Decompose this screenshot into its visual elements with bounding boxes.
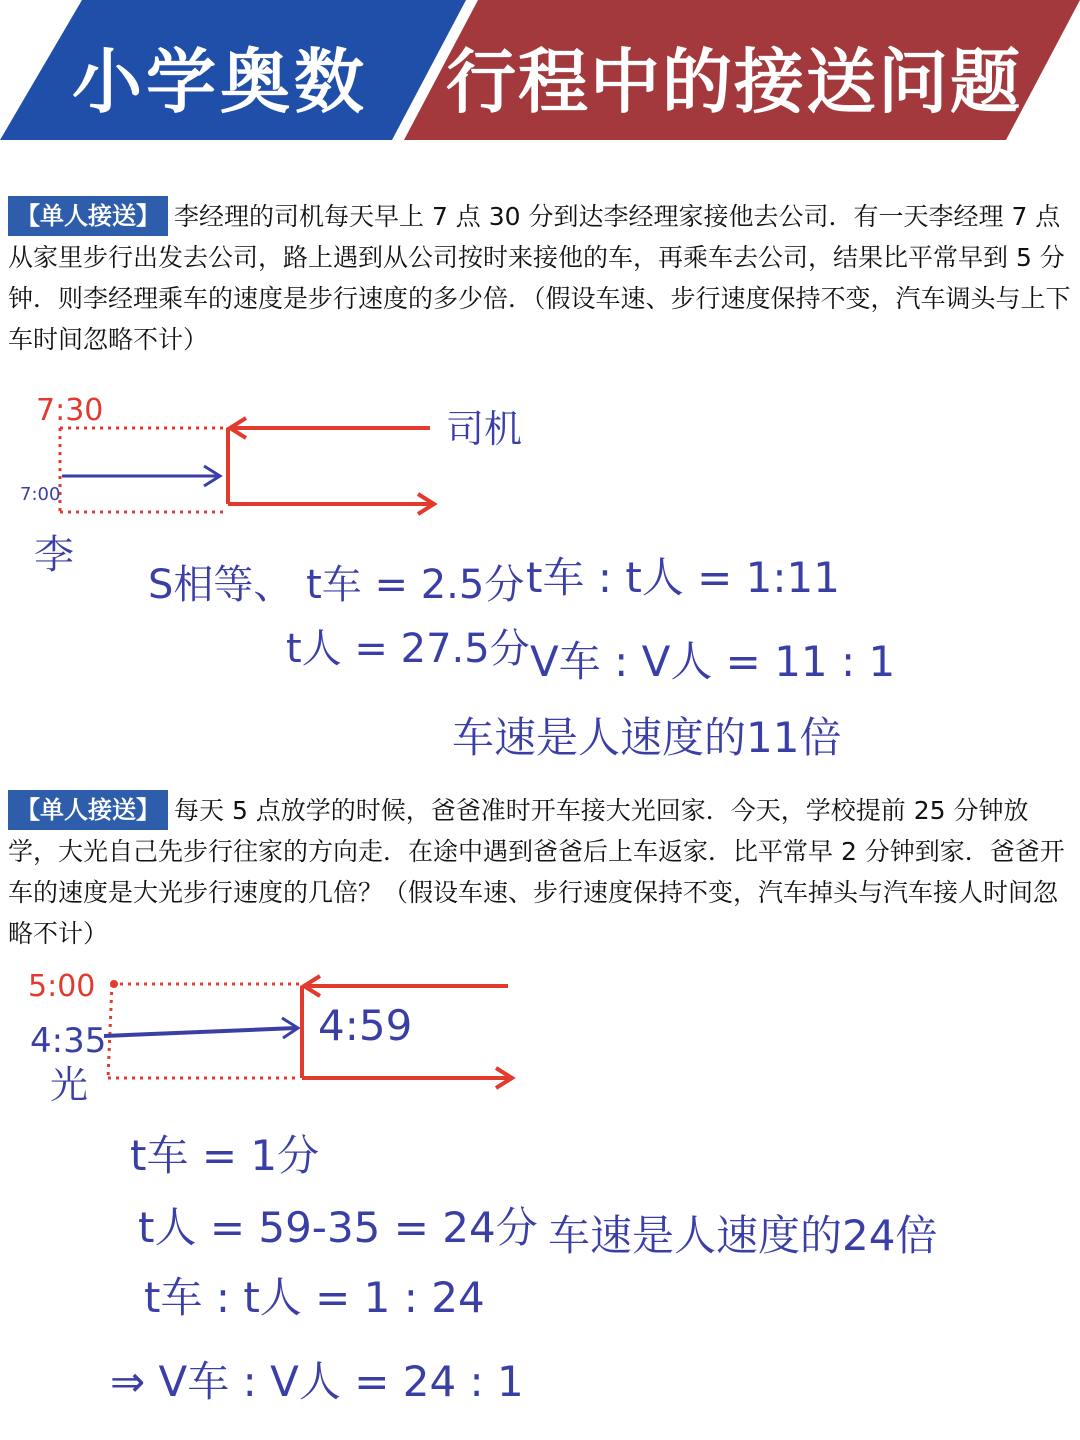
problem-2-text: 每天 5 点放学的时候，爸爸准时开车接大光回家．今天，学校提前 25 分钟放学，大光自己先步行往家的方向走．在途中遇到爸爸后上车返家．比平常早 2 分钟到家．爸爸开车的速度是大光步行速度的几倍？（假设车速、步行速度保持不变，汽车掉头与汽车接人时间忽略不计）: [8, 796, 1065, 948]
banner-right-title: 行程中的接送问题: [446, 41, 1022, 123]
time-label-middle: 4:35: [30, 1021, 107, 1061]
conclusion: 车速是人速度的11倍: [452, 713, 842, 762]
meet-time-label: 4:59: [318, 1001, 413, 1050]
person-label: 李: [34, 532, 74, 578]
conclusion: 车速是人速度的24倍: [548, 1211, 938, 1260]
driver-label: 司机: [446, 407, 523, 451]
time-label-top: 5:00: [28, 969, 96, 1004]
banner-left-title: 小学奥数: [72, 41, 368, 123]
title-banner: [0, 0, 1080, 140]
walk-arrow-line: [104, 1028, 296, 1036]
time-label-bottom: 7:00: [20, 484, 61, 505]
time-label-top: 7:30: [36, 393, 104, 428]
note-line-2: t人 = 59-35 = 24分: [138, 1203, 538, 1252]
note-line-3: t车 : t人 = 1:11: [526, 553, 840, 602]
start-dot: [110, 980, 118, 988]
dotted-left-line: [108, 984, 112, 1078]
problem-1-tag: 【单人接送】: [8, 196, 168, 236]
note-line-1: t车 = 1分: [130, 1131, 320, 1180]
problem-1-text: 李经理的司机每天早上 7 点 30 分到达李经理家接他去公司．有一天李经理 7 点从家里步行出发去公司，路上遇到从公司按时来接他的车，再乘车去公司，结果比平常早到 5 分钟．则李经理乘车的速度是步行速度的多少倍．（假设车速、步行速度保持不变，汽车调头与上下车时间忽略不计）: [8, 202, 1071, 354]
problem-1-diagram: [0, 380, 1080, 780]
note-line-1: S相等、 t车 = 2.5分: [148, 562, 525, 608]
problem-2: [8, 790, 1072, 954]
note-line-3: t车 : t人 = 1 : 24: [144, 1273, 485, 1322]
note-line-4: ⇒ V车 : V人 = 24 : 1: [110, 1357, 524, 1406]
note-line-4: V车 : V人 = 11 : 1: [530, 637, 896, 686]
person-label: 光: [50, 1063, 89, 1107]
problem-2-tag: 【单人接送】: [8, 790, 168, 830]
note-line-2: t人 = 27.5分: [286, 626, 530, 672]
problem-1: [8, 196, 1072, 360]
problem-2-diagram: [0, 960, 1080, 1430]
